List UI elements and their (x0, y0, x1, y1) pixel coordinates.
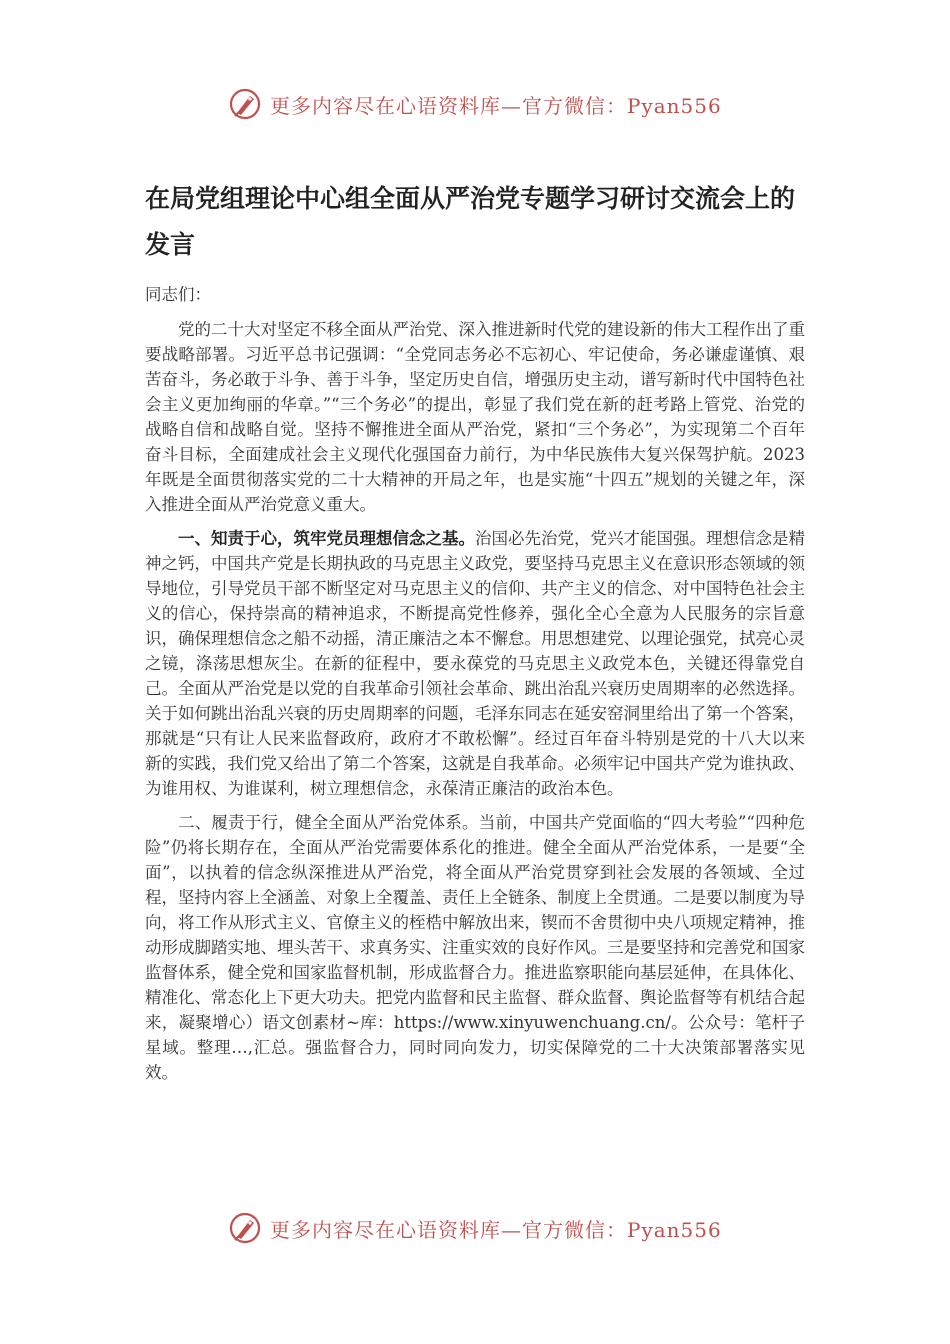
salutation: 同志们： (145, 285, 211, 304)
paragraph-text: 治国必先治党，党兴才能国强。理想信念是精神之钙，中国共产党是长期执政的马克思主义政党，要坚持马克思主义在意识形态领域的领导地位，引导党员干部不断坚定对马克思主义的信仰、共产主义的信念、对中国特色社会主义的信心，保持崇高的精神追求，不断提高党性修养，强化全心全意为人民服务的宗旨意识，确保理想信念之船不动摇，清正廉洁之本不懈怠。用思想建党、以理论强党，拭亮心灵之镜，涤荡思想灰尘。在新的征程中，要永葆党的马克思主义政党本色，关键还得靠党自己。全面从严治党是以党的自我革命引领社会革命、跳出治乱兴衰历史周期率的必然选择。关于如何跳出治乱兴衰的历史周期率的问题，毛泽东同志在延安窑洞里给出了第一个答案，那就是“只有让人民来监督政府，政府才不敢松懈”。经过百年奋斗特别是党的十八大以来新的实践，我们党又给出了第二个答案，这就是自我革命。必须牢记中国共产党为谁执政、为谁用权、为谁谋利，树立理想信念，永葆清正廉洁的政治本色。 (145, 529, 805, 798)
header-banner (228, 84, 722, 124)
footer-banner (228, 1208, 722, 1248)
document-body (145, 176, 805, 1094)
paragraph-text: 二、履责于行，健全全面从严治党体系。当前，中国共产党面临的“四大考验”“四种危险”仍将长期存在，全面从严治党需要体系化的推进。健全全面从严治党体系，一是要“全面”，以执着的信念纵深推进从严治党，将全面从严治党贯穿到社会发展的各领域、全过程，坚持内容上全涵盖、对象上全覆盖、责任上全链条、制度上全贯通。二是要以制度为导向，将工作从形式主义、官僚主义的桎梏中解放出来，锲而不舍贯彻中央八项规定精神，推动形成脚踏实地、埋头苦干、求真务实、注重实效的良好作风。三是要坚持和完善党和国家监督体系，健全党和国家监督机制，形成监督合力。推进监察职能向基层延伸，在具体化、精准化、常态化上下更大功夫。把党内监督和民主监督、群众监督、舆论监督等有机结合起来，凝聚增心）语文创素材~库：https://www.xinyuwenchuang.cn/。公众号：笔杆子星域。整理…,汇总。强监督合力，同时同向发力，切实保障党的二十大决策部署落实见效。 (145, 813, 805, 1082)
paragraph-intro (145, 317, 805, 517)
pen-nib-logo-icon (228, 1211, 262, 1245)
banner-text: 更多内容尽在心语资料库—官方微信：Pyan556 (270, 93, 722, 118)
section-one-heading: 一、知责于心，筑牢党员理想信念之基。 (178, 529, 475, 548)
paragraph-section-one (145, 526, 805, 801)
pen-nib-logo-icon (228, 87, 262, 121)
paragraph-section-two (145, 810, 805, 1085)
paragraph-text: 党的二十大对坚定不移全面从严治党、深入推进新时代党的建设新的伟大工程作出了重要战略部署。习近平总书记强调：“全党同志务必不忘初心、牢记使命，务必谦虚谨慎、艰苦奋斗，务必敢于斗争、善于斗争，坚定历史自信，增强历史主动，谱写新时代中国特色社会主义更加绚丽的华章。”“三个务必”的提出，彰显了我们党在新的赶考路上管党、治党的战略自信和战略自觉。坚持不懈推进全面从严治党，紧扣“三个务必”，为实现第二个百年奋斗目标，全面建成社会主义现代化强国奋力前行，为中华民族伟大复兴保驾护航。2023年既是全面贯彻落实党的二十大精神的开局之年，也是实施“十四五”规划的关键之年，深入推进全面从严治党意义重大。 (145, 320, 805, 514)
document-title: 在局党组理论中心组全面从严治党专题学习研讨交流会上的发言 (145, 184, 796, 259)
banner-text: 更多内容尽在心语资料库—官方微信：Pyan556 (270, 1217, 722, 1242)
